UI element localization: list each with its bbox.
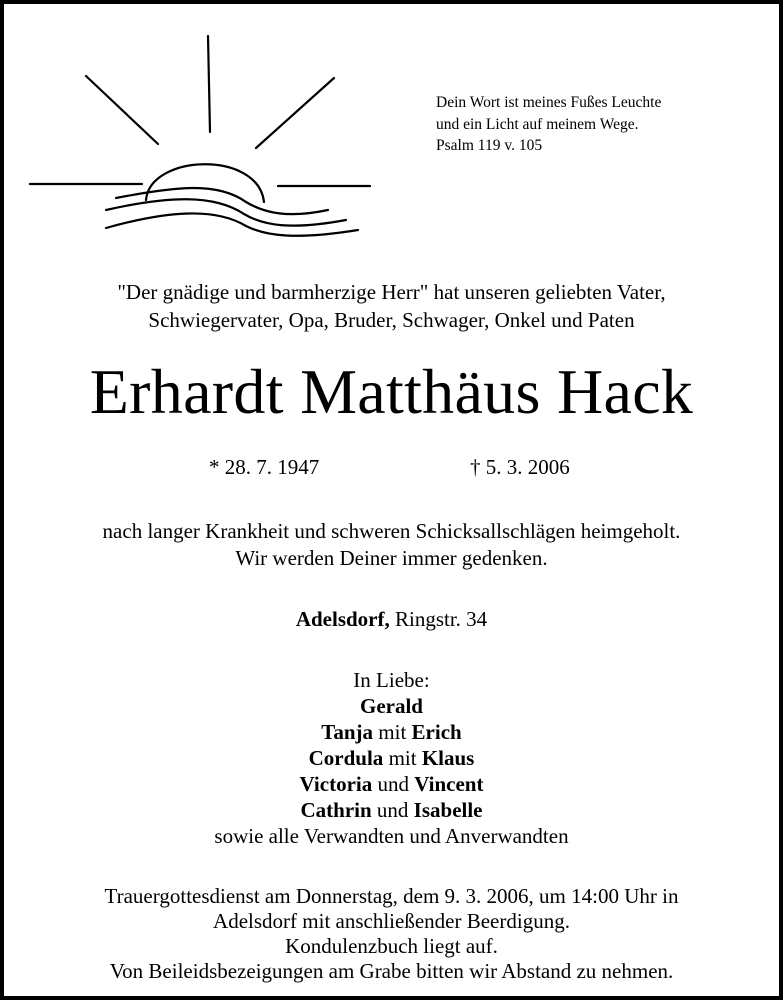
remembrance-message <box>4 518 779 572</box>
family-row <box>4 771 779 797</box>
funeral-line-2: Adelsdorf mit anschließender Beerdigung. <box>213 909 570 933</box>
family-conjunction: und <box>377 772 409 796</box>
family-member: Victoria <box>299 772 373 796</box>
family-conjunction: mit <box>378 720 407 744</box>
funeral-line-4: Von Beileidsbezeigungen am Grabe bitten wir Abstand zu nehmen. <box>109 959 674 983</box>
death-date: † 5. 3. 2006 <box>470 455 570 479</box>
birth-date: * 28. 7. 1947 <box>209 455 320 479</box>
family-row <box>4 797 779 823</box>
family-member: Tanja <box>321 720 374 744</box>
family-closing: sowie alle Verwandten und Anverwandten <box>214 824 569 848</box>
address <box>4 606 779 632</box>
family-row <box>4 719 779 745</box>
family-member: Klaus <box>421 746 475 770</box>
intro-text <box>4 278 779 334</box>
intro-line-1: "Der gnädige und barmherzige Herr" hat unseren geliebten Vater, <box>117 280 666 304</box>
funeral-line-3: Kondulenzbuch liegt auf. <box>285 934 498 958</box>
verse-reference: Psalm 119 v. 105 <box>436 137 543 154</box>
family-member: Cathrin <box>300 798 372 822</box>
family-list <box>4 667 779 849</box>
family-member: Cordula <box>308 746 384 770</box>
family-heading: In Liebe: <box>353 668 430 692</box>
funeral-details <box>4 884 779 984</box>
deceased-name: Erhardt Matthäus Hack <box>89 356 694 427</box>
family-conjunction: und <box>376 798 409 822</box>
psalm-verse <box>436 92 766 157</box>
intro-line-2: Schwiegervater, Opa, Bruder, Schwager, Onkel und Paten <box>148 308 635 332</box>
family-member: Erich <box>411 720 462 744</box>
family-member: Isabelle <box>413 798 483 822</box>
message-line-1: nach langer Krankheit und schweren Schicksallschlägen heimgeholt. <box>102 519 681 543</box>
address-street: Ringstr. 34 <box>394 607 488 631</box>
address-town: Adelsdorf, <box>295 607 390 631</box>
verse-line-2: und ein Licht auf meinem Wege. <box>436 115 639 133</box>
setting-sun-over-waves-icon <box>28 32 374 254</box>
family-conjunction: mit <box>388 746 417 770</box>
family-member: Vincent <box>414 772 484 796</box>
verse-line-1: Dein Wort ist meines Fußes Leuchte <box>436 94 662 111</box>
family-member: Gerald <box>360 694 423 718</box>
family-row <box>4 693 779 719</box>
funeral-line-1: Trauergottesdienst am Donnerstag, dem 9. 3. 2006, um 14:00 Uhr in <box>104 884 679 908</box>
family-row <box>4 745 779 771</box>
message-line-2: Wir werden Deiner immer gedenken. <box>235 546 548 570</box>
